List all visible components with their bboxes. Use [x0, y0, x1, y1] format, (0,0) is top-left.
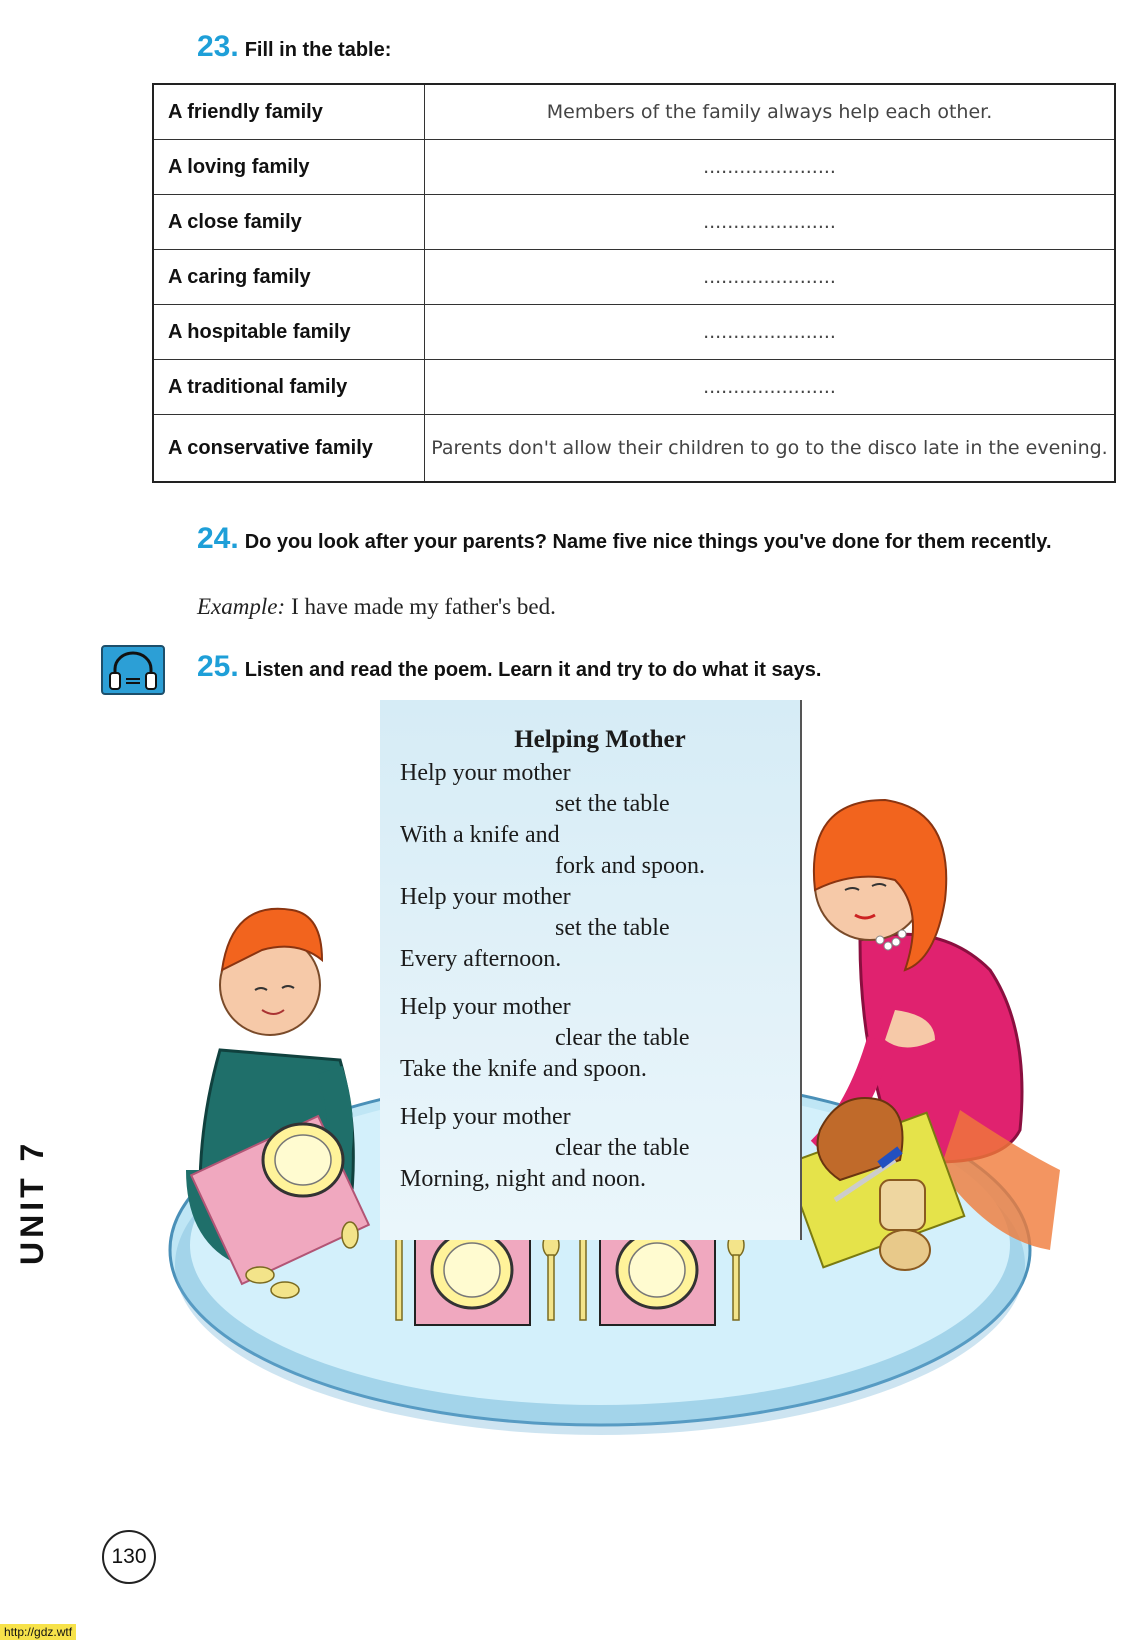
poem-line: Take the knife and spoon.: [400, 1056, 647, 1082]
exercise-25-heading: [197, 650, 822, 684]
example-line: [197, 594, 556, 620]
row-value: Members of the family always help each other.: [425, 84, 1116, 140]
poem-line: Help your mother: [400, 760, 571, 786]
page-number: 130: [102, 1530, 156, 1584]
table-row: [153, 305, 1115, 360]
exercise-number: 23.: [197, 30, 239, 63]
row-value: ......................: [425, 250, 1116, 305]
poem-line: Help your mother: [400, 884, 571, 910]
row-label: A conservative family: [153, 415, 425, 483]
poem-line: clear the table: [555, 1135, 690, 1161]
row-value: ......................: [425, 140, 1116, 195]
poem-line: fork and spoon.: [555, 853, 705, 879]
exercise-instruction: Fill in the table:: [244, 39, 392, 61]
exercise-24-heading: [197, 522, 1122, 556]
row-value: ......................: [425, 195, 1116, 250]
poem-line: clear the table: [555, 1025, 690, 1051]
poem-line: set the table: [555, 791, 670, 817]
poem-card: [380, 700, 802, 1240]
row-value: ......................: [425, 305, 1116, 360]
row-value: Parents don't allow their children to go to the disco late in the evening.: [425, 415, 1116, 483]
row-label: A caring family: [153, 250, 425, 305]
table-row: [153, 195, 1115, 250]
exercise-number: 24.: [197, 522, 239, 555]
row-label: A hospitable family: [153, 305, 425, 360]
example-label: Example:: [197, 594, 286, 619]
table-row: [153, 140, 1115, 195]
site-link[interactable]: http://gdz.wtf: [0, 1624, 76, 1640]
exercise-instruction: Do you look after your parents? Name five nice things you've done for them recently.: [244, 531, 1052, 553]
poem-line: set the table: [555, 915, 670, 941]
table-row: [153, 360, 1115, 415]
exercise-number: 25.: [197, 650, 239, 683]
example-text: I have made my father's bed.: [291, 594, 556, 619]
table-row: [153, 250, 1115, 305]
row-label: A traditional family: [153, 360, 425, 415]
poem-title: Helping Mother: [514, 726, 686, 753]
unit-label: UNIT 7: [14, 1139, 50, 1265]
exercise-23-heading: [197, 30, 391, 64]
exercise-instruction: Listen and read the poem. Learn it and try to do what it says.: [244, 659, 822, 681]
table-row: [153, 84, 1115, 140]
poem-line: Help your mother: [400, 1104, 571, 1130]
family-table: [152, 83, 1116, 483]
table-row: [153, 415, 1115, 483]
row-label: A close family: [153, 195, 425, 250]
poem-line: With a knife and: [400, 822, 560, 848]
headphones-icon: [101, 645, 165, 695]
row-label: A friendly family: [153, 84, 425, 140]
poem-line: Help your mother: [400, 994, 571, 1020]
row-value: ......................: [425, 360, 1116, 415]
poem-line: Morning, night and noon.: [400, 1166, 646, 1192]
row-label: A loving family: [153, 140, 425, 195]
poem-line: Every afternoon.: [400, 946, 562, 972]
